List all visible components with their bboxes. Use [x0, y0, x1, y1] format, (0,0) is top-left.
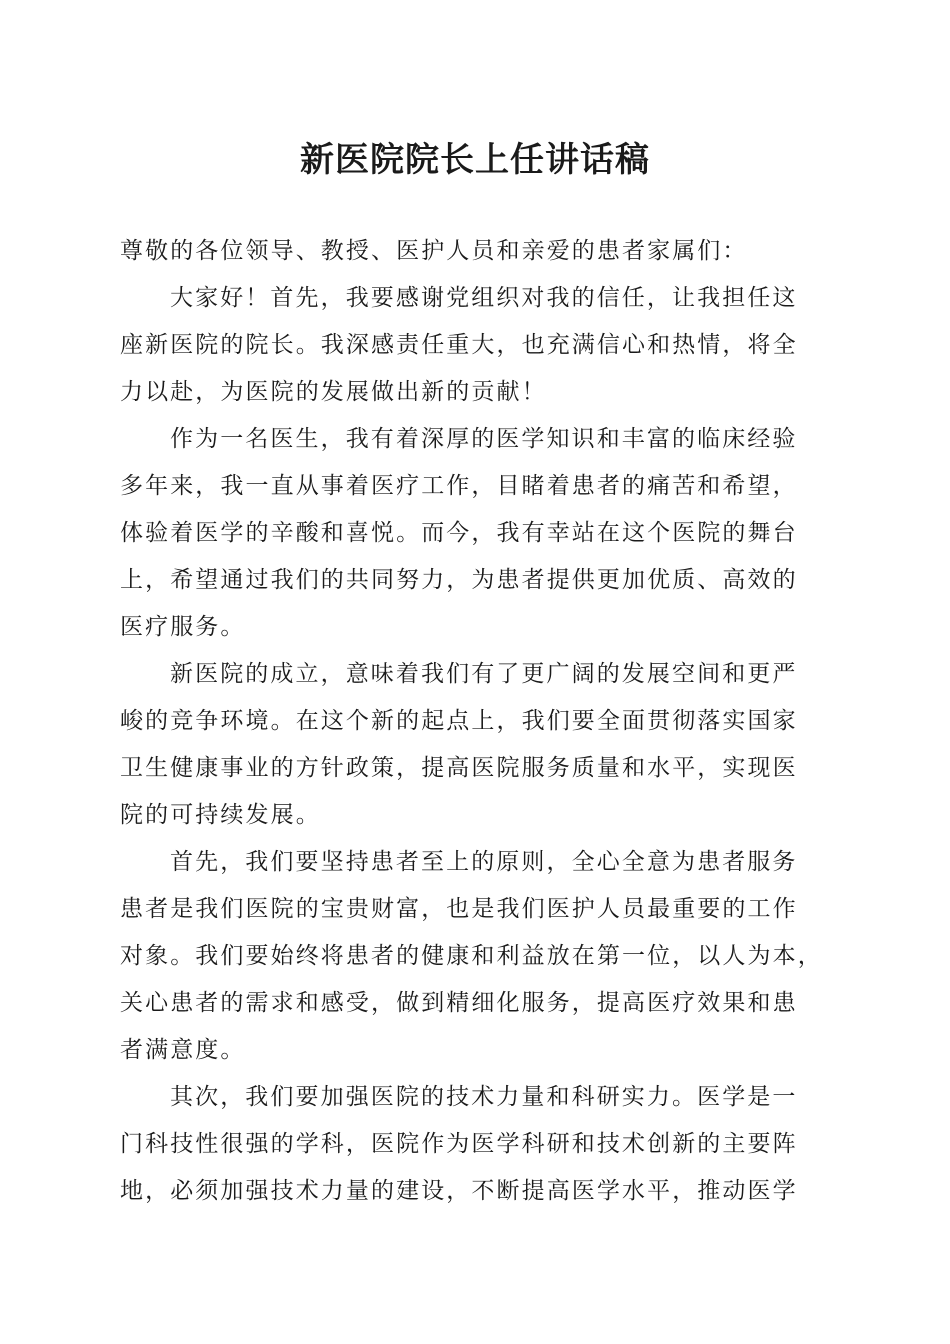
text-line: 其次，我们要加强医院的技术力量和科研实力。医学是一	[170, 1084, 798, 1110]
text-line: 峻的竞争环境。在这个新的起点上，我们要全面贯彻落实国家	[120, 708, 798, 734]
text-line: 卫生健康事业的方针政策，提高医院服务质量和水平，实现医	[120, 755, 798, 781]
text-line: 尊敬的各位领导、教授、医护人员和亲爱的患者家属们：	[120, 238, 748, 264]
text-line: 体验着医学的辛酸和喜悦。而今，我有幸站在这个医院的舞台	[120, 520, 798, 546]
text-line: 患者是我们医院的宝贵财富，也是我们医护人员最重要的工作	[120, 896, 798, 922]
text-line: 大家好！首先，我要感谢党组织对我的信任，让我担任这	[170, 285, 798, 311]
text-line: 院的可持续发展。	[120, 802, 321, 828]
text-line: 力以赴，为医院的发展做出新的贡献！	[120, 379, 547, 405]
text-line: 关心患者的需求和感受，做到精细化服务，提高医疗效果和患	[120, 990, 798, 1016]
text-line: 者满意度。	[120, 1037, 246, 1063]
text-line: 新医院的成立，意味着我们有了更广阔的发展空间和更严	[170, 661, 798, 687]
text-line: 上，希望通过我们的共同努力，为患者提供更加优质、高效的	[120, 567, 798, 593]
text-line: 对象。我们要始终将患者的健康和利益放在第一位，以人为本，	[120, 943, 823, 969]
text-line: 座新医院的院长。我深感责任重大，也充满信心和热情，将全	[120, 332, 798, 358]
text-line: 首先，我们要坚持患者至上的原则，全心全意为患者服务	[170, 849, 798, 875]
document-body	[120, 228, 832, 1215]
text-line: 医疗服务。	[120, 614, 246, 640]
page-title: 新医院院长上任讲话稿	[300, 140, 650, 180]
text-line: 门科技性很强的学科，医院作为医学科研和技术创新的主要阵	[120, 1131, 798, 1157]
text-line: 作为一名医生，我有着深厚的医学知识和丰富的临床经验	[170, 426, 798, 452]
text-line: 地，必须加强技术力量的建设，不断提高医学水平，推动医学	[120, 1178, 798, 1204]
text-line: 多年来，我一直从事着医疗工作，目睹着患者的痛苦和希望，	[120, 473, 798, 499]
